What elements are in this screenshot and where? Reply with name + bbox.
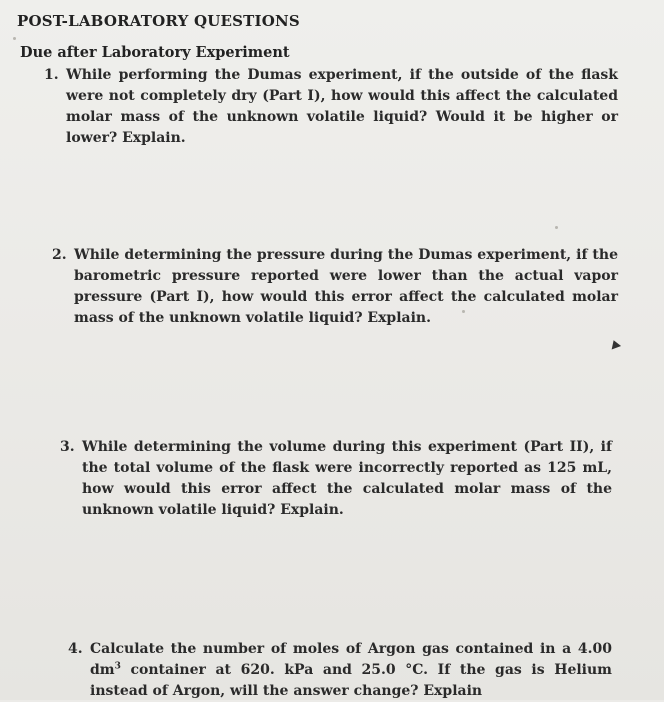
question-number: 1. bbox=[44, 67, 59, 83]
superscript: 3 bbox=[114, 661, 121, 672]
question-text: While determining the volume during this experiment (Part II), if the total volume of the flask were incorrectly reported as 125 mL, how would this error affect the calculated molar mass of the unknown volatile liquid? Explain. bbox=[82, 439, 612, 518]
question-4 bbox=[68, 639, 612, 702]
question-number: 2. bbox=[52, 247, 67, 263]
page-subheading: Due after Laboratory Experiment bbox=[20, 44, 290, 61]
pen-mark bbox=[609, 339, 621, 350]
question-text-part: Calculate the number of moles of Argon gas contained in a 4.00 dm bbox=[90, 641, 612, 678]
question-number: 4. bbox=[68, 641, 83, 657]
question-text bbox=[90, 639, 612, 702]
question-3 bbox=[60, 437, 612, 521]
question-number: 3. bbox=[60, 439, 75, 455]
question-2 bbox=[52, 245, 618, 329]
paper-speck bbox=[462, 310, 465, 313]
question-1 bbox=[44, 65, 618, 149]
page-heading: POST-LABORATORY QUESTIONS bbox=[17, 12, 300, 30]
paper-speck bbox=[555, 226, 558, 229]
paper-speck bbox=[13, 37, 16, 40]
question-text: While determining the pressure during the Dumas experiment, if the barometric pressure reported were lower than the actual vapor pressure (Part I), how would this error affect the calculated molar mass of the unknown volatile liquid? Explain. bbox=[74, 247, 618, 326]
question-text-part: container at 620. kPa and 25.0 °C. If the gas is Helium instead of Argon, will the answer change? Explain bbox=[90, 662, 612, 699]
question-text: While performing the Dumas experiment, if the outside of the flask were not completely dry (Part I), how would this affect the calculated molar mass of the unknown volatile liquid? Would it be higher or lower? Explain. bbox=[66, 67, 618, 146]
